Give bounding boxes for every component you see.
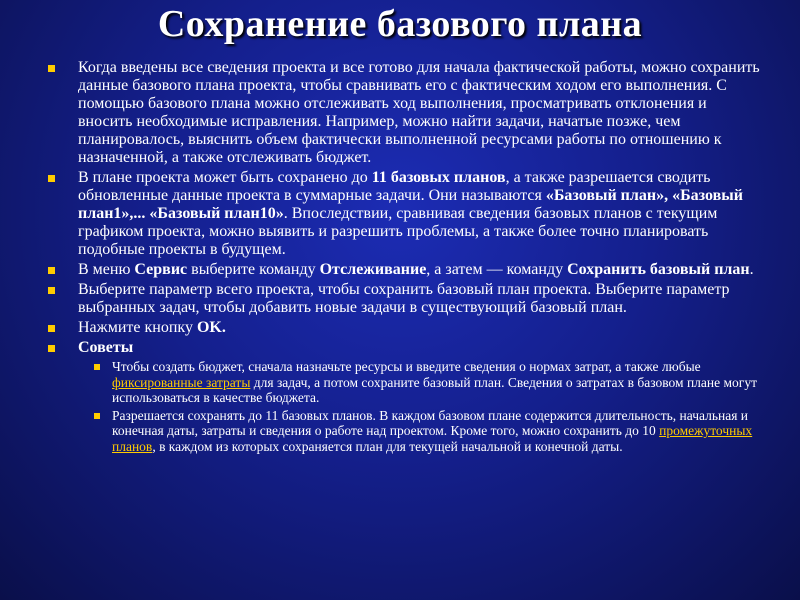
square-bullet-icon [48, 325, 55, 332]
bullet-item-choose-parameter [40, 281, 760, 317]
sub-bullet-text: для задач, а потом сохраните базовый план. Сведения о затратах в базовом плане могут использоваться в качестве бюджета. [112, 374, 757, 405]
square-bullet-icon [48, 65, 55, 72]
bullet-text: , а затем — команду [426, 261, 568, 278]
square-bullet-icon [94, 413, 100, 419]
square-bullet-icon [94, 364, 100, 370]
bullet-text: . [749, 261, 754, 278]
square-bullet-icon [48, 267, 55, 274]
bullet-item-intro [40, 59, 760, 167]
square-bullet-icon [48, 345, 55, 352]
bullet-item-baseline-count [40, 169, 760, 259]
bullet-text: . Впоследствии, сравнивая сведения базовых планов с текущим графиком проекта, можно выявить и разрешить проблемы, а также более точно планировать подобные проекты в будущем. [78, 205, 718, 258]
fixed-costs-link[interactable]: фиксированные затраты [112, 374, 251, 390]
sub-bullet-text: Чтобы создать бюджет, сначала назначьте ресурсы и введите сведения о нормах затрат, а также любые [112, 359, 701, 374]
sub-bullet-text: , в каждом из которых сохраняется план для текущей начальной и конечной даты. [152, 438, 623, 454]
bullet-list [40, 59, 760, 456]
bullet-bold-text: 11 базовых планов [371, 169, 506, 186]
interim-plans-link[interactable]: промежуточных планов [112, 423, 753, 454]
bullet-text: выберите команду [187, 261, 320, 278]
sub-bullet-item-interim-plans [40, 408, 760, 455]
menu-name-service: Сервис [134, 261, 188, 278]
square-bullet-icon [48, 287, 55, 294]
bullet-text: В меню [78, 261, 135, 278]
bullet-item-menu-command [40, 261, 760, 279]
command-tracking: Отслеживание [319, 261, 427, 278]
bullet-text: Нажмите кнопку [78, 319, 197, 336]
bullet-text: Когда введены все сведения проекта и все готово для начала фактической работы, можно сохранить данные базового плана проекта, чтобы сравнивать его с фактическим ходом его выполнения. С помощью базового плана можно отслеживать ход выполнения, просматривать отклонения и вносить необходимые исправления. Например, можно найти задачи, начатые позже, чем планировалось, выяснить объем фактически выполненной ресурсами работы по отношению к назначенной, а также отслеживать бюджет. [78, 59, 760, 166]
bullet-text: В плане проекта может быть сохранено до [78, 169, 372, 186]
bullet-text: Выберите параметр всего проекта, чтобы сохранить базовый план проекта. Выберите параметр выбранных задач, чтобы добавить новые задачи в существующий базовый план. [78, 281, 730, 316]
bullet-bold-text: «Базовый план», «Базовый план1»,... «Базовый план10» [78, 187, 743, 222]
tips-heading: Советы [78, 339, 134, 356]
command-save-baseline: Сохранить базовый план [567, 261, 750, 278]
ok-label: OK. [196, 319, 226, 336]
square-bullet-icon [48, 175, 55, 182]
sub-bullet-text: Разрешается сохранять до 11 базовых планов. В каждом базовом плане содержится длительность, начальная и конечная даты, затраты и сведения о работе над проектом. Кроме того, можно сохранить до 10 [112, 407, 749, 438]
slide-title: Сохранение базового плана [157, 3, 643, 45]
bullet-text: , а также разрешается сводить обновленные данные проекта в суммарные задачи. Они называются [78, 169, 711, 204]
bullet-item-press-ok [40, 319, 760, 337]
sub-bullet-item-budget [40, 359, 760, 406]
bullet-item-tips [40, 339, 760, 357]
